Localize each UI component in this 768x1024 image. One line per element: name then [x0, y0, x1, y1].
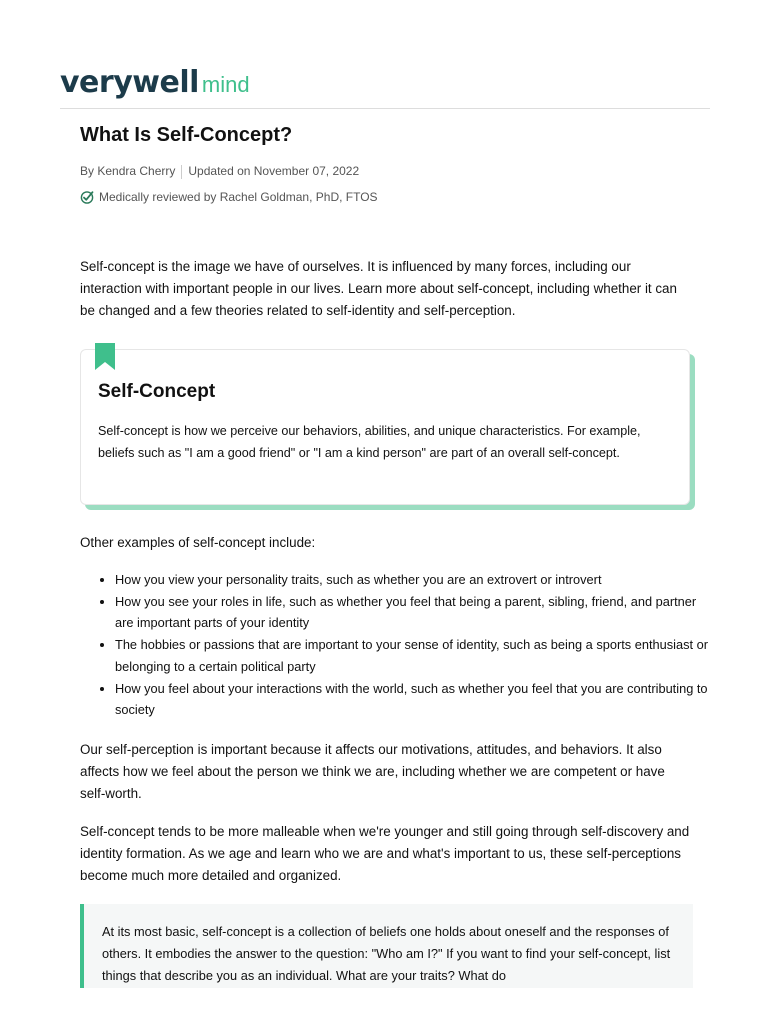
list-item: • How you feel about your interactions with the world, such as whether you feel that you are contributing to society	[115, 678, 709, 721]
reviewer-link[interactable]: Medically reviewed by Rachel Goldman, PhD, FTOS	[99, 190, 378, 204]
intro-paragraph: Self-concept is the image we have of ourselves. It is influenced by many forces, including our interaction with important people in our lives. Learn more about self-concept, including whether it can be changed and a few theories related to self-identity and self-perception.	[80, 259, 677, 318]
examples-list	[98, 569, 709, 721]
definition-title: Self-Concept	[98, 381, 216, 402]
byline	[80, 164, 359, 179]
list-item: • How you see your roles in life, such as whether you feel that being a parent, sibling, friend, and partner are important parts of your identity	[115, 591, 709, 634]
logo-subbrand: mind	[201, 72, 250, 97]
bookmark-icon	[95, 343, 115, 370]
malleable-paragraph: Self-concept tends to be more malleable when we're younger and still going through self-discovery and identity formation. As we age and learn who we are and what's important to us, these self-perceptions become much more detailed and organized.	[80, 824, 690, 883]
article-title: What Is Self-Concept?	[80, 124, 293, 146]
definition-text: Self-concept is how we perceive our behaviors, abilities, and unique characteristics. For example, beliefs such as "I am a good friend" or "I am a kind person" are part of an overall self-concept.	[98, 424, 641, 460]
check-badge-icon	[80, 190, 94, 204]
byline-divider	[181, 165, 182, 179]
author-link[interactable]: By Kendra Cherry	[80, 164, 176, 178]
quote-text: At its most basic, self-concept is a collection of beliefs one holds about oneself and the responses of others. It embodies the answer to the question: "Who am I?" If you want to find your self-concept, list things that describe you as an individual. What are your traits? What do	[102, 924, 671, 983]
medical-review	[80, 190, 378, 204]
header-divider	[60, 108, 710, 109]
perception-paragraph: Our self-perception is important because it affects our motivations, attitudes, and behaviors. It also affects how we feel about the person we think we are, including whether we are competent or have self-worth.	[80, 742, 665, 801]
updated-date: Updated on November 07, 2022	[188, 164, 360, 178]
list-item: • How you view your personality traits, such as whether you are an extrovert or introvert	[115, 569, 709, 591]
logo-wordmark: verywell	[60, 65, 199, 100]
quote-block	[80, 904, 693, 988]
site-logo[interactable]	[60, 65, 250, 100]
list-item: • The hobbies or passions that are important to your sense of identity, such as being a sports enthusiast or belonging to a certain political party	[115, 634, 709, 677]
examples-intro: Other examples of self-concept include:	[80, 535, 316, 550]
